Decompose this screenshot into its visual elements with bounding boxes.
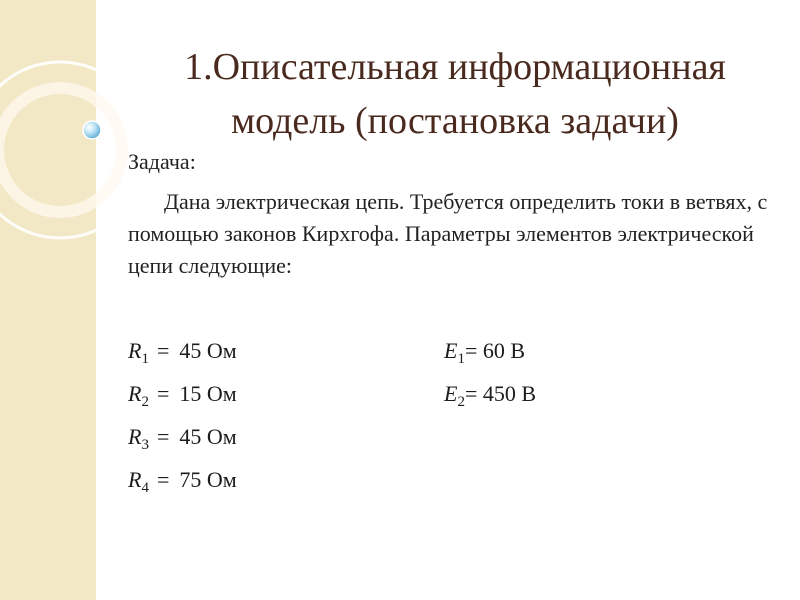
source-e2: [444, 377, 536, 414]
param-row: [128, 377, 748, 420]
source-value: 60 В: [482, 338, 526, 363]
equals-sign: =: [464, 381, 478, 406]
resistor-symbol: R: [128, 424, 142, 449]
param-row: [128, 463, 748, 506]
title-line-1: 1.Описательная информационная: [184, 46, 726, 88]
slide-title: [130, 40, 780, 148]
parameter-list: [128, 334, 748, 506]
resistor-value: 45 Ом: [179, 424, 237, 449]
resistor-r4: [128, 463, 237, 500]
resistor-r3: [128, 420, 237, 457]
task-description: Дана электрическая цепь. Требуется определить токи в ветвях, с помощью законов Кирхгофа. Параметры элементов электрической цепи следующие:: [128, 189, 768, 278]
resistor-r1: [128, 334, 237, 371]
equals-sign: =: [156, 467, 170, 492]
resistor-symbol: R: [128, 381, 142, 406]
param-row: [128, 334, 748, 377]
source-e1: [444, 334, 525, 371]
equals-sign: =: [156, 424, 170, 449]
resistor-symbol: R: [128, 467, 142, 492]
param-row: [128, 420, 748, 463]
source-symbol: E: [444, 338, 458, 363]
task-label: Задача:: [128, 149, 196, 174]
equals-sign: =: [464, 338, 478, 363]
source-index: 1: [457, 351, 465, 367]
equals-sign: =: [156, 338, 170, 363]
resistor-symbol: R: [128, 338, 142, 363]
resistor-r2: [128, 377, 237, 414]
bubble-icon: [83, 121, 101, 139]
resistor-index: 2: [141, 394, 149, 410]
task-block: [128, 146, 768, 282]
source-index: 2: [457, 394, 465, 410]
resistor-value: 15 Ом: [179, 381, 237, 406]
source-symbol: E: [444, 381, 458, 406]
resistor-index: 1: [141, 351, 149, 367]
resistor-index: 4: [141, 480, 149, 496]
title-line-2: модель (постановка задачи): [231, 100, 679, 142]
ring-inner: [0, 88, 122, 212]
resistor-value: 45 Ом: [179, 338, 237, 363]
resistor-index: 3: [141, 437, 149, 453]
equals-sign: =: [156, 381, 170, 406]
source-value: 450 В: [482, 381, 537, 406]
resistor-value: 75 Ом: [179, 467, 237, 492]
